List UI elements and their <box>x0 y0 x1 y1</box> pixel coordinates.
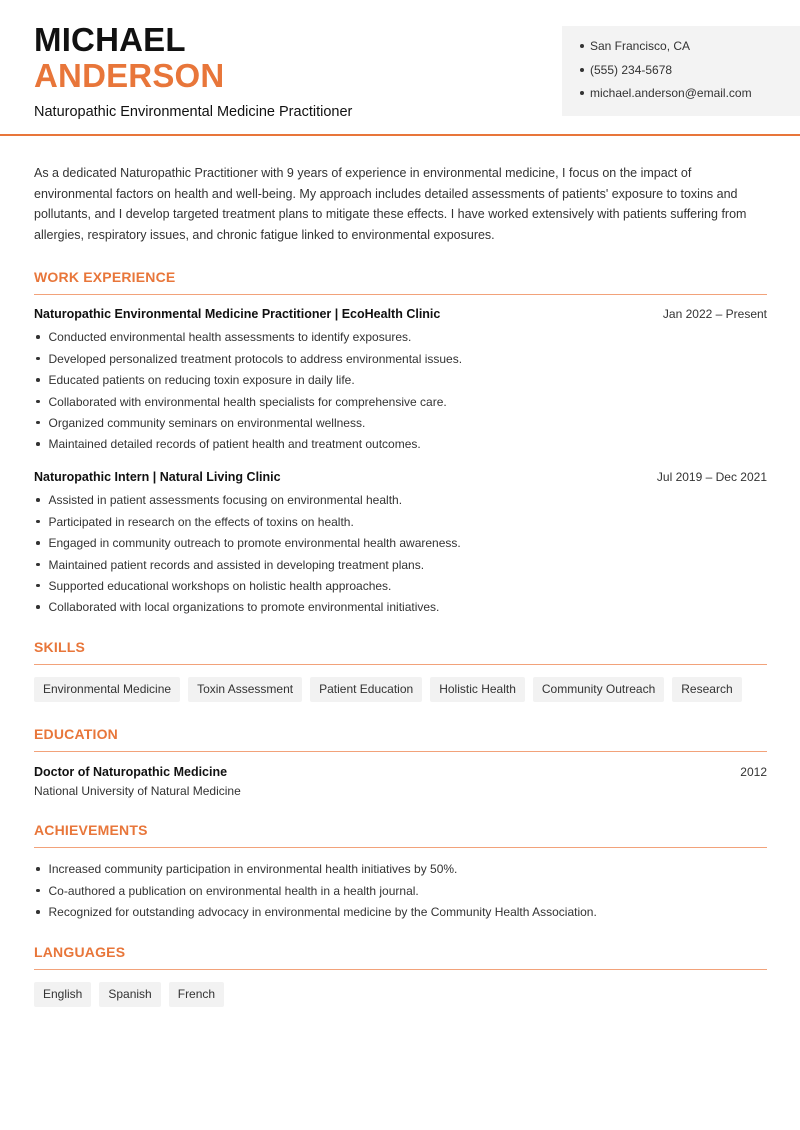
bullet-text: Educated patients on reducing toxin exposure in daily life. <box>48 373 355 388</box>
list-item <box>34 372 767 388</box>
name-block <box>34 22 352 120</box>
bullet-icon <box>36 442 40 446</box>
section-title-languages: LANGUAGES <box>34 944 767 970</box>
bullet-text: Engaged in community outreach to promote environmental health awareness. <box>48 536 461 551</box>
job-entry <box>34 307 767 452</box>
list-item <box>34 557 767 573</box>
skill-tag: Research <box>672 677 741 702</box>
list-item <box>34 861 767 877</box>
bullet-icon <box>36 563 40 567</box>
first-name: MICHAEL <box>34 21 186 58</box>
bullet-text: Maintained detailed records of patient health and treatment outcomes. <box>48 437 421 452</box>
bullet-text: Maintained patient records and assisted in developing treatment plans. <box>48 557 425 572</box>
job-header <box>34 470 767 484</box>
bullet-text: Collaborated with local organizations to promote environmental initiatives. <box>48 600 440 615</box>
bullet-icon <box>36 605 40 609</box>
language-tag: English <box>34 982 91 1007</box>
bullet-text: Assisted in patient assessments focusing on environmental health. <box>48 493 403 508</box>
bullet-text: Collaborated with environmental health specialists for comprehensive care. <box>48 394 447 409</box>
skill-tag: Holistic Health <box>430 677 525 702</box>
job-role: Naturopathic Environmental Medicine Practitioner | EcoHealth Clinic <box>34 307 441 322</box>
bullet-icon <box>36 498 40 502</box>
skill-tag: Community Outreach <box>533 677 664 702</box>
contact-email <box>580 85 800 109</box>
bullet-icon <box>36 357 40 361</box>
job-title: Naturopathic Environmental Medicine Practitioner <box>34 104 353 120</box>
list-item <box>34 436 767 452</box>
bullet-text: Conducted environmental health assessments to identify exposures. <box>48 330 412 345</box>
section-title-achievements: ACHIEVEMENTS <box>34 822 767 848</box>
bullet-text: Developed personalized treatment protocols to address environmental issues. <box>48 351 463 366</box>
bullet-icon <box>36 584 40 588</box>
contact-phone-text: (555) 234-5678 <box>590 62 673 77</box>
bullet-text: Organized community seminars on environmental wellness. <box>48 415 366 430</box>
list-item <box>34 578 767 594</box>
education-entry <box>34 765 767 798</box>
bullet-text: Co-authored a publication on environmental health in a health journal. <box>48 883 419 898</box>
languages-section <box>34 944 767 1007</box>
bullet-icon <box>36 867 40 871</box>
bullet-text: Increased community participation in environmental health initiatives by 50%. <box>48 862 458 877</box>
resume-header <box>0 0 800 136</box>
contact-phone <box>580 62 800 86</box>
section-title-skills: SKILLS <box>34 639 767 665</box>
list-item <box>34 415 767 431</box>
achievement-bullets <box>34 861 767 920</box>
list-item <box>34 492 767 508</box>
bullet-icon <box>36 910 40 914</box>
education-header <box>34 765 767 779</box>
achievements-section <box>34 822 767 920</box>
list-item <box>34 883 767 899</box>
bullet-icon <box>580 68 584 72</box>
section-title-education: EDUCATION <box>34 726 767 752</box>
skills-tags <box>34 677 767 702</box>
contact-location-text: San Francisco, CA <box>590 39 691 53</box>
bullet-icon <box>36 335 40 339</box>
language-tag: French <box>169 982 224 1007</box>
job-header <box>34 307 767 321</box>
list-item <box>34 394 767 410</box>
last-name: ANDERSON <box>34 57 225 94</box>
section-title-work: WORK EXPERIENCE <box>34 269 767 295</box>
bullet-text: Participated in research on the effects of toxins on health. <box>48 514 354 529</box>
bullet-text: Supported educational workshops on holistic health approaches. <box>48 578 392 593</box>
bullet-icon <box>580 91 584 95</box>
bullet-icon <box>36 421 40 425</box>
job-dates: Jul 2019 – Dec 2021 <box>656 470 767 485</box>
job-bullets <box>34 492 767 615</box>
language-tag: Spanish <box>99 982 160 1007</box>
education-school: National University of Natural Medicine <box>34 784 241 799</box>
list-item <box>34 904 767 920</box>
education-degree: Doctor of Naturopathic Medicine <box>34 765 228 780</box>
bullet-icon <box>36 378 40 382</box>
work-experience-section <box>34 269 767 615</box>
language-tags <box>34 982 767 1007</box>
bullet-icon <box>36 541 40 545</box>
list-item <box>34 514 767 530</box>
skill-tag: Environmental Medicine <box>34 677 180 702</box>
list-item <box>34 599 767 615</box>
bullet-icon <box>36 520 40 524</box>
education-section <box>34 726 767 798</box>
skill-tag: Patient Education <box>310 677 422 702</box>
job-entry <box>34 470 767 615</box>
job-role: Naturopathic Intern | Natural Living Clinic <box>34 470 281 485</box>
bullet-icon <box>580 44 584 48</box>
bullet-icon <box>36 889 40 893</box>
summary: As a dedicated Naturopathic Practitioner with 9 years of experience in environmental medicine, I focus on the impact of environmental factors on health and well-being. My approach includes detailed assessments of patients' exposure to toxins and pollutants, and I develop targeted treatment plans to mitigate these effects. I have worked extensively with patients suffering from allergies, respiratory issues, and chronic fatigue linked to environmental exposures. <box>34 166 747 242</box>
bullet-text: Recognized for outstanding advocacy in environmental medicine by the Community Health Association. <box>48 905 597 920</box>
contact-email-text: michael.anderson@email.com <box>590 86 752 100</box>
list-item <box>34 535 767 551</box>
contact-box <box>562 26 800 116</box>
bullet-icon <box>36 400 40 404</box>
skill-tag: Toxin Assessment <box>188 677 302 702</box>
list-item <box>34 329 767 345</box>
list-item <box>34 351 767 367</box>
job-dates: Jan 2022 – Present <box>662 307 767 322</box>
contact-location <box>580 38 800 62</box>
job-bullets <box>34 329 767 452</box>
skills-section <box>34 639 767 702</box>
education-year: 2012 <box>740 765 767 780</box>
resume-content <box>34 163 767 1007</box>
